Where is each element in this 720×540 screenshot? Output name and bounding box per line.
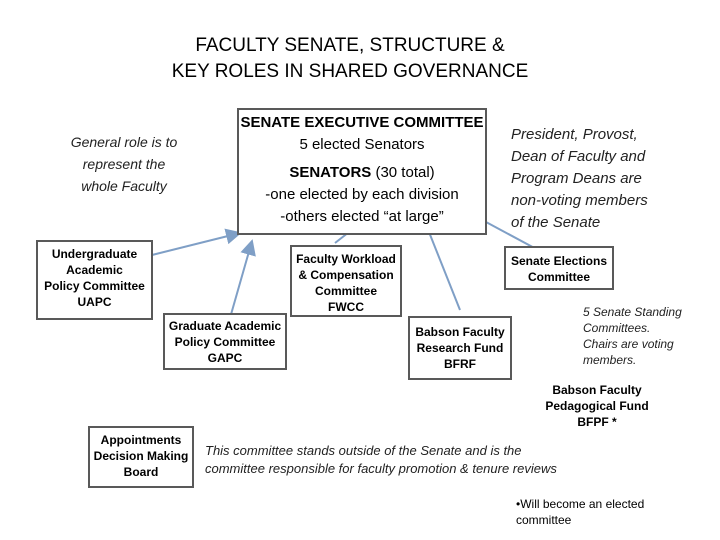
uapc-line-1: Undergraduate <box>51 247 138 261</box>
bfrf-line-3: BFRF <box>444 357 476 371</box>
bfpf-line-2: Pedagogical Fund <box>545 399 649 413</box>
arrow-uapc-to-exec <box>152 233 240 255</box>
gapc-line-1: Graduate Academic <box>168 319 282 333</box>
faculty-role-line-1: General role is to <box>70 134 178 150</box>
senate-executive-committee-box <box>237 108 487 235</box>
faculty-role-line-2: represent the <box>82 156 166 172</box>
senators-label: SENATORS <box>289 164 372 181</box>
non-voting-line-5: of the Senate <box>511 214 601 231</box>
adm-line-2: Decision Making <box>93 449 189 463</box>
uapc-line-4: UAPC <box>77 295 112 309</box>
fwcc-line-2: & Compensation <box>298 268 394 282</box>
executive-heading: SENATE EXECUTIVE COMMITTEE <box>240 114 484 131</box>
title-line-2: KEY ROLES IN SHARED GOVERNANCE <box>171 61 529 82</box>
fwcc-line-1: Faculty Workload <box>296 252 396 266</box>
bfpf-line-1: Babson Faculty <box>552 383 642 397</box>
faculty-role-line-3: whole Faculty <box>81 178 167 194</box>
senators-at-large: -others elected “at large” <box>280 208 444 225</box>
uapc-line-2: Academic <box>66 263 123 277</box>
senators-total: (30 total) <box>371 164 435 181</box>
page-title <box>0 33 700 85</box>
bfpf-label <box>537 382 657 430</box>
bfrf-box <box>408 316 512 380</box>
adm-note-line-1: This committee stands outside of the Senate and is the <box>205 443 522 458</box>
fwcc-line-4: FWCC <box>328 300 364 314</box>
senators-division: -one elected by each division <box>265 186 459 203</box>
bfrf-line-1: Babson Faculty <box>415 325 505 339</box>
faculty-role-note <box>44 131 204 197</box>
standing-committees-note <box>583 304 713 368</box>
elections-line-2: Committee <box>527 270 590 284</box>
senate-elections-committee-box <box>504 246 614 290</box>
elections-line-1: Senate Elections <box>510 254 608 268</box>
fwcc-line-3: Committee <box>314 284 377 298</box>
standing-line-4: members. <box>583 353 637 367</box>
gapc-box <box>163 313 287 370</box>
adm-line-1: Appointments <box>100 433 182 447</box>
adm-line-3: Board <box>123 465 159 479</box>
standing-line-1: 5 Senate Standing <box>583 305 682 319</box>
fwcc-box <box>290 245 402 317</box>
gapc-line-2: Policy Committee <box>174 335 276 349</box>
adm-note-line-2: committee responsible for faculty promotion & tenure reviews <box>205 461 557 476</box>
non-voting-line-2: Dean of Faculty and <box>511 148 646 165</box>
non-voting-line-1: President, Provost, <box>511 126 638 143</box>
standing-line-2: Committees. <box>583 321 651 335</box>
uapc-box <box>36 240 153 320</box>
bfrf-line-2: Research Fund <box>416 341 504 355</box>
footnote-line-1: •Will become an elected <box>516 497 645 511</box>
executive-elected: 5 elected Senators <box>299 136 425 153</box>
non-voting-line-3: Program Deans are <box>511 170 642 187</box>
adm-note <box>205 442 705 478</box>
appointments-decision-making-board-box <box>88 426 194 488</box>
title-line-1: FACULTY SENATE, STRUCTURE & <box>195 35 505 56</box>
line-bfrf-to-exec <box>425 222 460 310</box>
non-voting-line-4: non-voting members <box>511 192 648 209</box>
non-voting-members-note <box>511 124 711 234</box>
uapc-line-3: Policy Committee <box>44 279 145 293</box>
elected-committee-footnote <box>516 496 696 528</box>
footnote-line-2: committee <box>516 513 572 527</box>
arrow-gapc-to-exec <box>230 241 252 318</box>
senators-line <box>239 162 485 184</box>
gapc-line-3: GAPC <box>207 351 243 365</box>
bfpf-line-3: BFPF * <box>577 415 617 429</box>
standing-line-3: Chairs are voting <box>583 337 674 351</box>
